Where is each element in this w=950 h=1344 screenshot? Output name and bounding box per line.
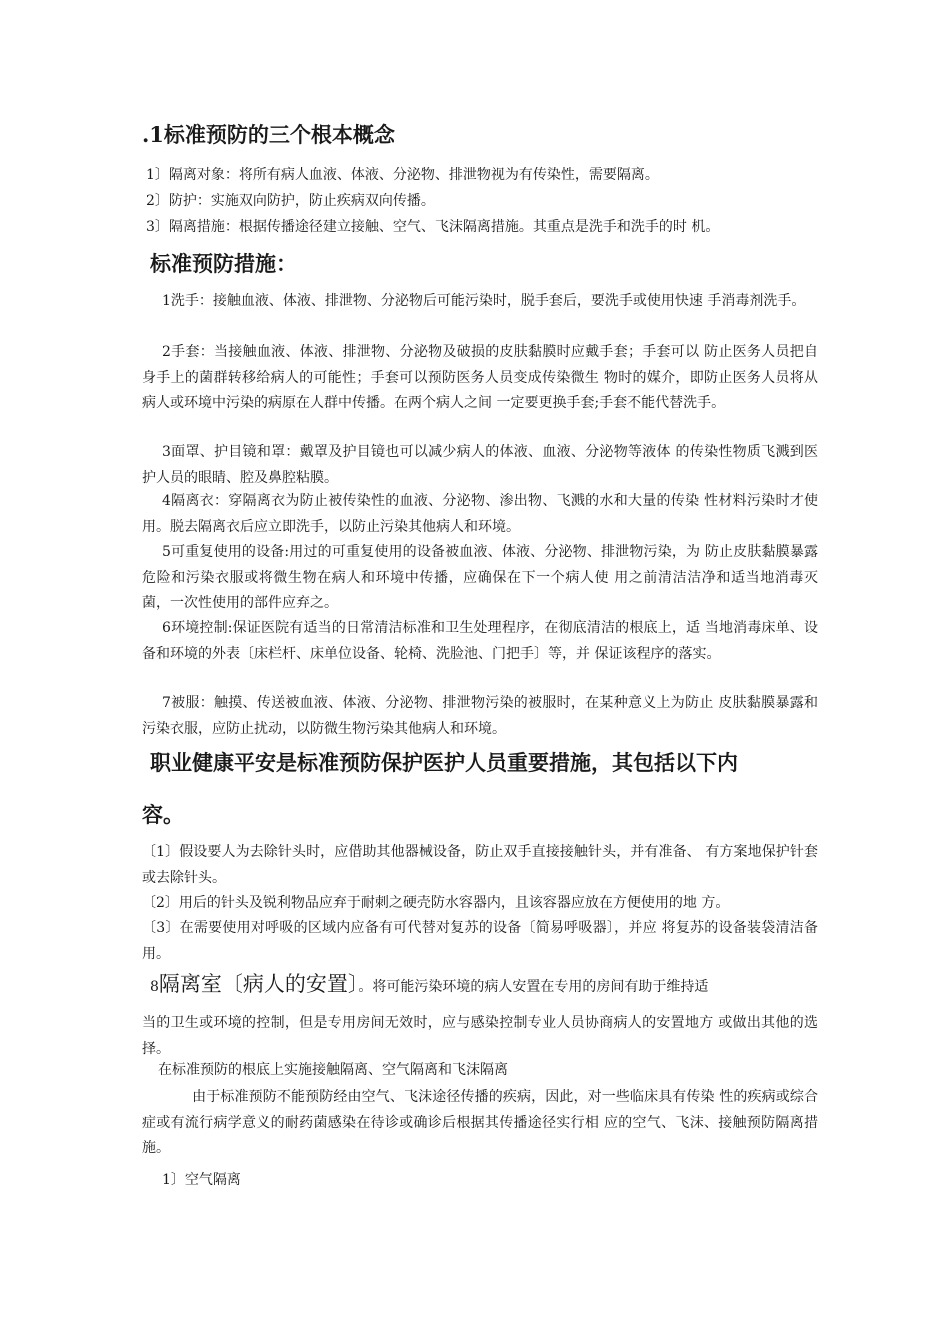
measure-3-text: 3面罩、护目镜和罩：戴罩及护目镜也可以减少病人的体液、血液、分泌物等液体 的传染性物质飞溅到医护人员的眼睛、腔及鼻腔粘膜。 (142, 444, 818, 486)
isolation-room-number: 8 (150, 979, 159, 995)
measure-6-text: 6环境控制:保证医院有适当的日常清洁标准和卫生处理程序，在彻底清洁的根底上，适 当地消毒床单、设备和环境的外表〔床栏杆、床单位设备、轮椅、洗脸池、门把手〕等，并 保证该程序的落实。 (142, 620, 818, 662)
safety-item-3: 〔3〕在需要使用对呼吸的区域内应备有可代替对复苏的设备〔简易呼吸器〕，并应 将复苏的设备装袋清洁备用。 (142, 920, 818, 962)
measure-1-handwashing (142, 289, 818, 315)
measure-7-linen (142, 691, 818, 742)
measure-7-text: 7被服：触摸、传送被血液、体液、分泌物、排泄物污染的被服时，在某种意义上为防止 皮肤黏膜暴露和污染衣服，应防止扰动，以防微生物污染其他病人和环境。 (142, 695, 818, 737)
isolation-room-text-first: 。将可能污染环境的病人安置在专用的房间有助于维持适 (358, 979, 709, 995)
measure-4-text: 4隔离衣：穿隔离衣为防止被传染性的血液、分泌物、渗出物、飞溅的水和大量的传染 性材料污染时才使用。脱去隔离衣后应立即洗手，以防止污染其他病人和环境。 (142, 493, 818, 535)
measure-1-text: 1洗手：接触血液、体液、排泄物、分泌物后可能污染时，脱手套后，要洗手或使用快速 手消毒剂洗手。 (162, 293, 806, 309)
isolation-room-title: 隔离室〔病人的安置〕 (158, 972, 359, 996)
section3-title-line2: 容。 (142, 802, 184, 827)
measure-2-text: 2手套：当接触血液、体液、排泄物、分泌物及破损的皮肤黏膜时应戴手套；手套可以 防止医务人员把自身手上的菌群转移给病人的可能性；手套可以预防医务人员变成传染微生 物时的媒介，即防止医务人员将从病人或环境中污染的病原在人群中传播。在两个病人之间 一定要更换手套;手套不能代替洗手。 (142, 344, 818, 411)
measure-6-environment (142, 616, 818, 667)
section2-title: 标准预防措施： (150, 251, 297, 276)
safety-item-2: 〔2〕用后的针头及锐利物品应弃于耐刺之硬壳防水容器内，且该容器应放在方便使用的地 方。 (142, 895, 730, 911)
measure-5-equipment (142, 540, 818, 617)
isolation-paragraph (142, 1085, 818, 1162)
isolation-paragraph-text: 由于标准预防不能预防经由空气、飞沫途径传播的疾病，因此，对一些临床具有传染 性的疾病或综合症或有流行病学意义的耐药菌感染在待诊或确诊后根据其传播途径实行相 应的空气、飞沫、接触预防隔离措施。 (142, 1089, 818, 1156)
section1-item-3: 3〕隔离措施：根据传播途径建立接触、空气、飞沫隔离措施。其重点是洗手和洗手的时 机。 (146, 219, 720, 235)
measure-4-gown (142, 489, 818, 540)
measure-5-text: 5可重复使用的设备:用过的可重复使用的设备被血液、体液、分泌物、排泄物污染，为 防止皮肤黏膜暴露危险和污染衣服或将微生物在病人和环境中传播，应确保在下一个病人使 用之前清洁洁净和适当地消毒灭菌，一次性使用的部件应弃之。 (142, 544, 818, 611)
measure-2-gloves (142, 340, 818, 417)
section1-item-2: 2〕防护：实施双向防护，防止疾病双向传播。 (146, 193, 435, 209)
section1-title: .1标准预防的三个根本概念 (142, 122, 395, 147)
air-isolation-item: 1〕空气隔离 (162, 1172, 241, 1188)
measure-3-mask (142, 440, 818, 491)
isolation-room-text-rest: 当的卫生或环境的控制，但是专用房间无效时，应与感染控制专业人员协商病人的安置地方 或做出其他的选择。 (142, 1015, 818, 1057)
section3-title-line1: 职业健康平安是标准预防保护医护人员重要措施，其包括以下内 (150, 750, 738, 775)
safety-item-1: 〔1〕假设要人为去除针头时，应借助其他器械设备，防止双手直接接触针头，并有准备、 有方案地保护针套或去除针头。 (142, 844, 818, 886)
isolation-subtitle: 在标准预防的根底上实施接触隔离、空气隔离和飞沫隔离 (158, 1062, 508, 1078)
section1-item-1: 1〕隔离对象：将所有病人血液、体液、分泌物、排泄物视为有传染性，需要隔离。 (146, 167, 659, 183)
isolation-room-heading (150, 969, 708, 1002)
